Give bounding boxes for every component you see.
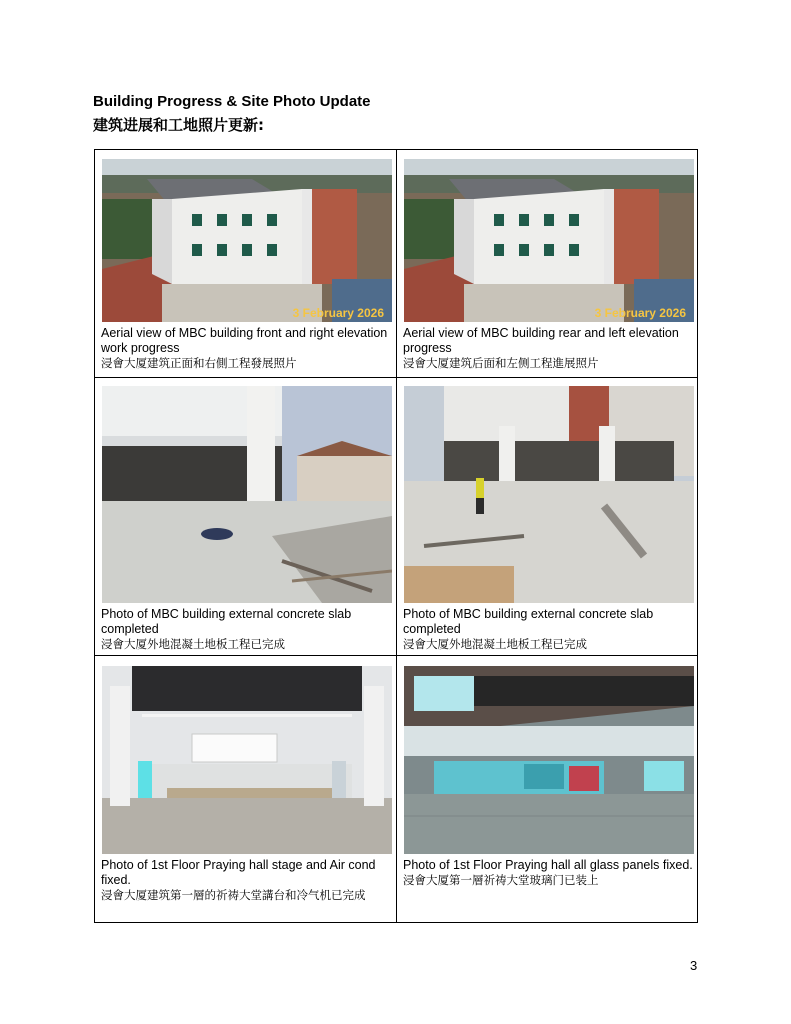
photo-cell-1 [95,150,396,377]
photo-cell-3 [95,378,396,655]
caption-en: Photo of 1st Floor Praying hall stage and Air cond fixed. [101,858,376,887]
caption-zh: 浸會大厦第一層祈祷大堂玻璃门已装上 [403,873,599,887]
caption-en: Aerial view of MBC building rear and left elevation progress [403,326,679,355]
photo-cell-5 [95,656,396,924]
caption-en: Photo of MBC building external concrete slab completed [101,607,352,636]
photo-hall-glass [404,666,694,854]
page-title-zh: 建筑进展和工地照片更新: [93,116,264,134]
caption-en: Photo of 1st Floor Praying hall all glass panels fixed. [403,858,693,872]
photo-caption-1 [101,326,393,371]
caption-en: Photo of MBC building external concrete slab completed [403,607,654,636]
photo-caption-5 [101,858,393,903]
photo-aerial-front-right [102,159,392,322]
photo-caption-2 [403,326,695,371]
caption-zh: 浸會大厦建筑正面和右側工程發展照片 [101,356,297,370]
page-title-en: Building Progress & Site Photo Update [93,93,371,110]
photo-cell-4 [397,378,699,655]
photo-caption-6 [403,858,695,888]
photo-hall-stage [102,666,392,854]
caption-zh: 浸會大厦建筑第一層的祈祷大堂講台和冷气机已完成 [101,888,366,902]
caption-en: Aerial view of MBC building front and right elevation work progress [101,326,388,355]
photo-table [94,149,698,923]
photo-caption-3 [101,607,393,652]
photo-concrete-slab-1 [102,386,392,603]
photo-concrete-slab-2 [404,386,694,603]
caption-zh: 浸會大厦建筑后面和左侧工程進展照片 [403,356,599,370]
page-number: 3 [690,958,698,973]
caption-zh: 浸會大厦外地混凝土地板工程已完成 [403,637,587,651]
photo-date-stamp: 3 February 2026 [292,306,384,320]
caption-zh: 浸會大厦外地混凝土地板工程已完成 [101,637,285,651]
photo-date-stamp: 3 February 2026 [594,306,686,320]
photo-cell-2 [397,150,699,377]
photo-caption-4 [403,607,695,652]
photo-aerial-rear-left [404,159,694,322]
photo-cell-6 [397,656,699,924]
